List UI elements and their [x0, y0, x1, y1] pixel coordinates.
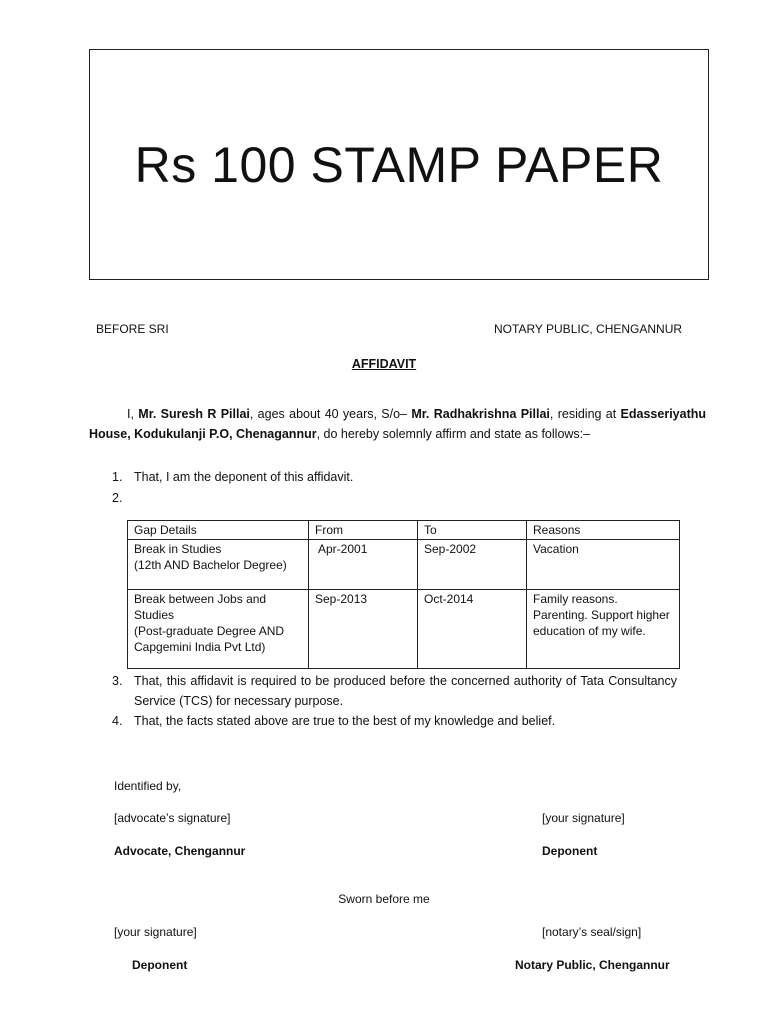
list-item: 1. That, I am the deponent of this affidavit. [112, 470, 354, 484]
deponent-label-right: Deponent [542, 844, 598, 858]
address: Edasseriyathu House, Kodukulanji P.O, Chenagannur [89, 407, 707, 441]
header-before: BEFORE SRI [96, 322, 169, 336]
document-title: AFFIDAVIT [351, 357, 417, 371]
table-cell: Break between Jobs and Studies (Post-graduate Degree AND Capgemini India Pvt Ltd) [128, 590, 309, 669]
sworn-before-me: Sworn before me [338, 892, 430, 906]
deponent-label-left: Deponent [132, 958, 188, 972]
stamp-paper-box [89, 49, 709, 280]
deponent-name: Mr. Suresh R Pillai [138, 407, 250, 421]
list-item: 3. That, this affidavit is required to be produced before the concerned authority of Tata Consultancy Service (TCS) for necessary purpose. [112, 674, 677, 708]
table-header: To [418, 521, 527, 540]
header-notary: NOTARY PUBLIC, CHENGANNUR [494, 322, 683, 336]
table-row [128, 590, 680, 669]
table-header: Gap Details [128, 521, 309, 540]
your-signature-left: [your signature] [114, 925, 197, 939]
list-item: 4. That, the facts stated above are true to the best of my knowledge and belief. [112, 714, 556, 728]
table-header: Reasons [527, 521, 680, 540]
gap-details-table [127, 520, 680, 669]
your-signature-right: [your signature] [542, 811, 625, 825]
advocate-label: Advocate, Chengannur [114, 844, 246, 858]
table-cell: Family reasons. Parenting. Support higher education of my wife. [527, 590, 680, 669]
table-cell: Vacation [527, 540, 680, 590]
identified-by: Identified by, [114, 779, 182, 793]
table-row [128, 540, 680, 590]
advocate-signature: [advocate’s signature] [114, 811, 231, 825]
table-cell: Sep-2013 [309, 590, 418, 669]
notary-label: Notary Public, Chengannur [515, 958, 670, 972]
stamp-paper-title: Rs 100 STAMP PAPER [134, 136, 664, 193]
notary-seal: [notary’s seal/sign] [542, 925, 642, 939]
table-cell: Sep-2002 [418, 540, 527, 590]
table-cell: Break in Studies (12th AND Bachelor Degree) [128, 540, 309, 590]
father-name: Mr. Radhakrishna Pillai [411, 407, 550, 421]
table-header-row [128, 521, 680, 540]
intro-paragraph: I, Mr. Suresh R Pillai, ages about 40 years, S/o– Mr. Radhakrishna Pillai, residing at Edasseriyathu House, Kodukulanji P.O, Chenagannur, do hereby solemnly affirm and state as follows:– [89, 407, 707, 441]
table-cell: Apr-2001 [309, 540, 418, 590]
table-cell: Oct-2014 [418, 590, 527, 669]
table-header: From [309, 521, 418, 540]
